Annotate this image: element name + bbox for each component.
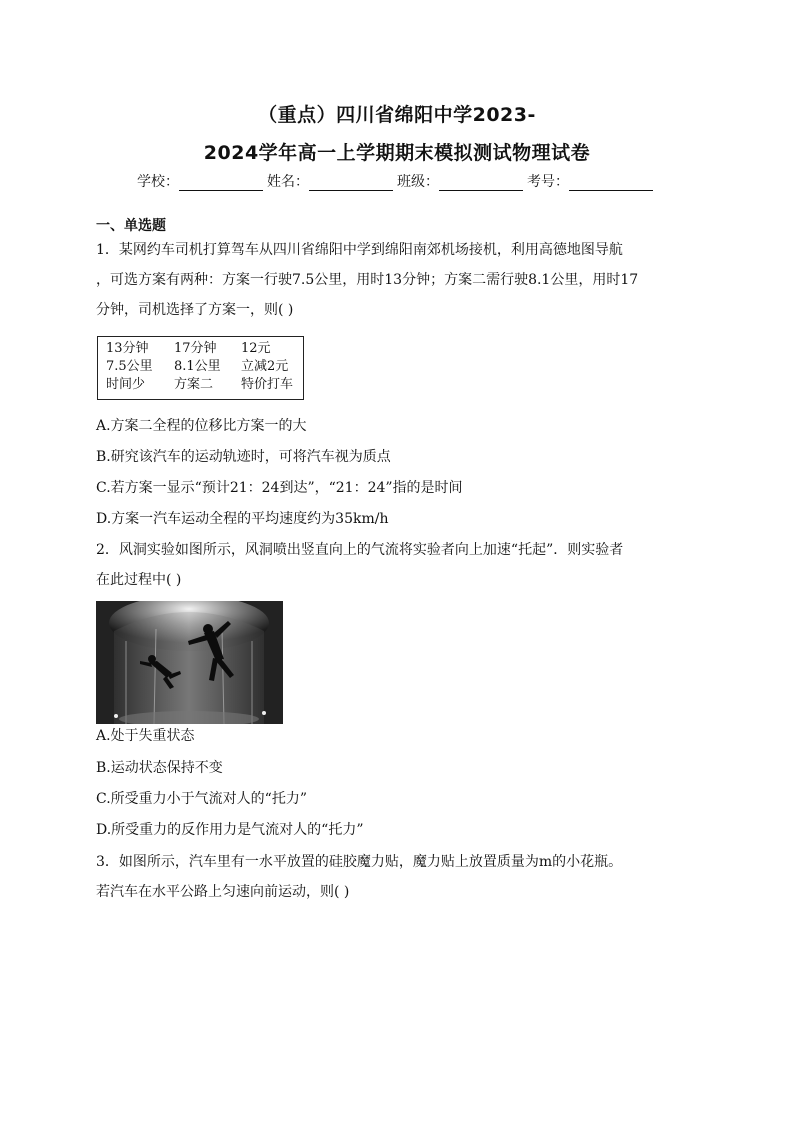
q2-line-1: 2．风洞实验如图所示，风洞喷出竖直向上的气流将实验者向上加速“托起”．则实验者: [96, 542, 624, 558]
table-cell: 8.1公里: [174, 359, 221, 374]
q2-option-c[interactable]: C.所受重力小于气流对人的“托力”: [96, 791, 307, 807]
table-cell: 特价打车: [241, 377, 294, 392]
q2-option-b[interactable]: B.运动状态保持不变: [96, 760, 223, 776]
school-field: [137, 171, 267, 191]
q2-line-2: 在此过程中( ): [96, 572, 182, 588]
table-cell: 12元: [241, 341, 271, 356]
q1-line-1: 1．某网约车司机打算驾车从四川省绵阳中学到绵阳南郊机场接机，利用高德地图导航: [96, 242, 623, 258]
q1-option-a[interactable]: A.方案二全程的位移比方案一的大: [96, 418, 307, 434]
student-info-row: [0, 171, 794, 191]
q3-line-2: 若汽车在水平公路上匀速向前运动，则( ): [96, 884, 350, 900]
table-cell: 方案二: [174, 377, 214, 392]
route-options-table: [97, 336, 304, 400]
table-cell: 13分钟: [106, 341, 149, 356]
class-label: 班级：: [397, 174, 439, 190]
name-label: 姓名：: [267, 174, 309, 190]
name-blank[interactable]: [309, 176, 393, 191]
exam-no-blank[interactable]: [569, 176, 653, 191]
wind-tunnel-photo: [96, 601, 283, 724]
q3-line-1: 3．如图所示，汽车里有一水平放置的硅胶魔力贴，魔力贴上放置质量为m的小花瓶。: [96, 854, 623, 870]
table-cell: 17分钟: [174, 341, 217, 356]
class-field: [397, 171, 527, 191]
table-cell: 立减2元: [241, 359, 289, 374]
table-cell: 7.5公里: [106, 359, 153, 374]
q2-option-d[interactable]: D.所受重力的反作用力是气流对人的“托力”: [96, 822, 364, 838]
section-title: 一、单选题: [96, 218, 166, 234]
q1-option-c[interactable]: C.若方案一显示“预计21：24到达”，“21：24”指的是时间: [96, 480, 463, 496]
class-blank[interactable]: [439, 176, 523, 191]
school-label: 学校：: [137, 174, 179, 190]
title-line-1: （重点）四川省绵阳中学2023-: [258, 104, 536, 126]
q2-option-a[interactable]: A.处于失重状态: [96, 728, 195, 744]
q1-option-b[interactable]: B.研究该汽车的运动轨迹时，可将汽车视为质点: [96, 449, 391, 465]
q1-line-2: ，可选方案有两种：方案一行驶7.5公里，用时13分钟；方案二需行驶8.1公里，用时17: [96, 272, 639, 288]
name-field: [267, 171, 397, 191]
q1-line-3: 分钟，司机选择了方案一，则( ): [96, 302, 294, 318]
exam-no-field: [527, 171, 657, 191]
wind-tunnel-illustration: [96, 601, 283, 724]
title-line-2: 2024学年高一上学期期末模拟测试物理试卷: [203, 142, 591, 164]
q1-option-d[interactable]: D.方案一汽车运动全程的平均速度约为35km/h: [96, 511, 389, 527]
exam-no-label: 考号：: [527, 174, 569, 190]
school-blank[interactable]: [179, 176, 263, 191]
table-cell: 时间少: [106, 377, 146, 392]
